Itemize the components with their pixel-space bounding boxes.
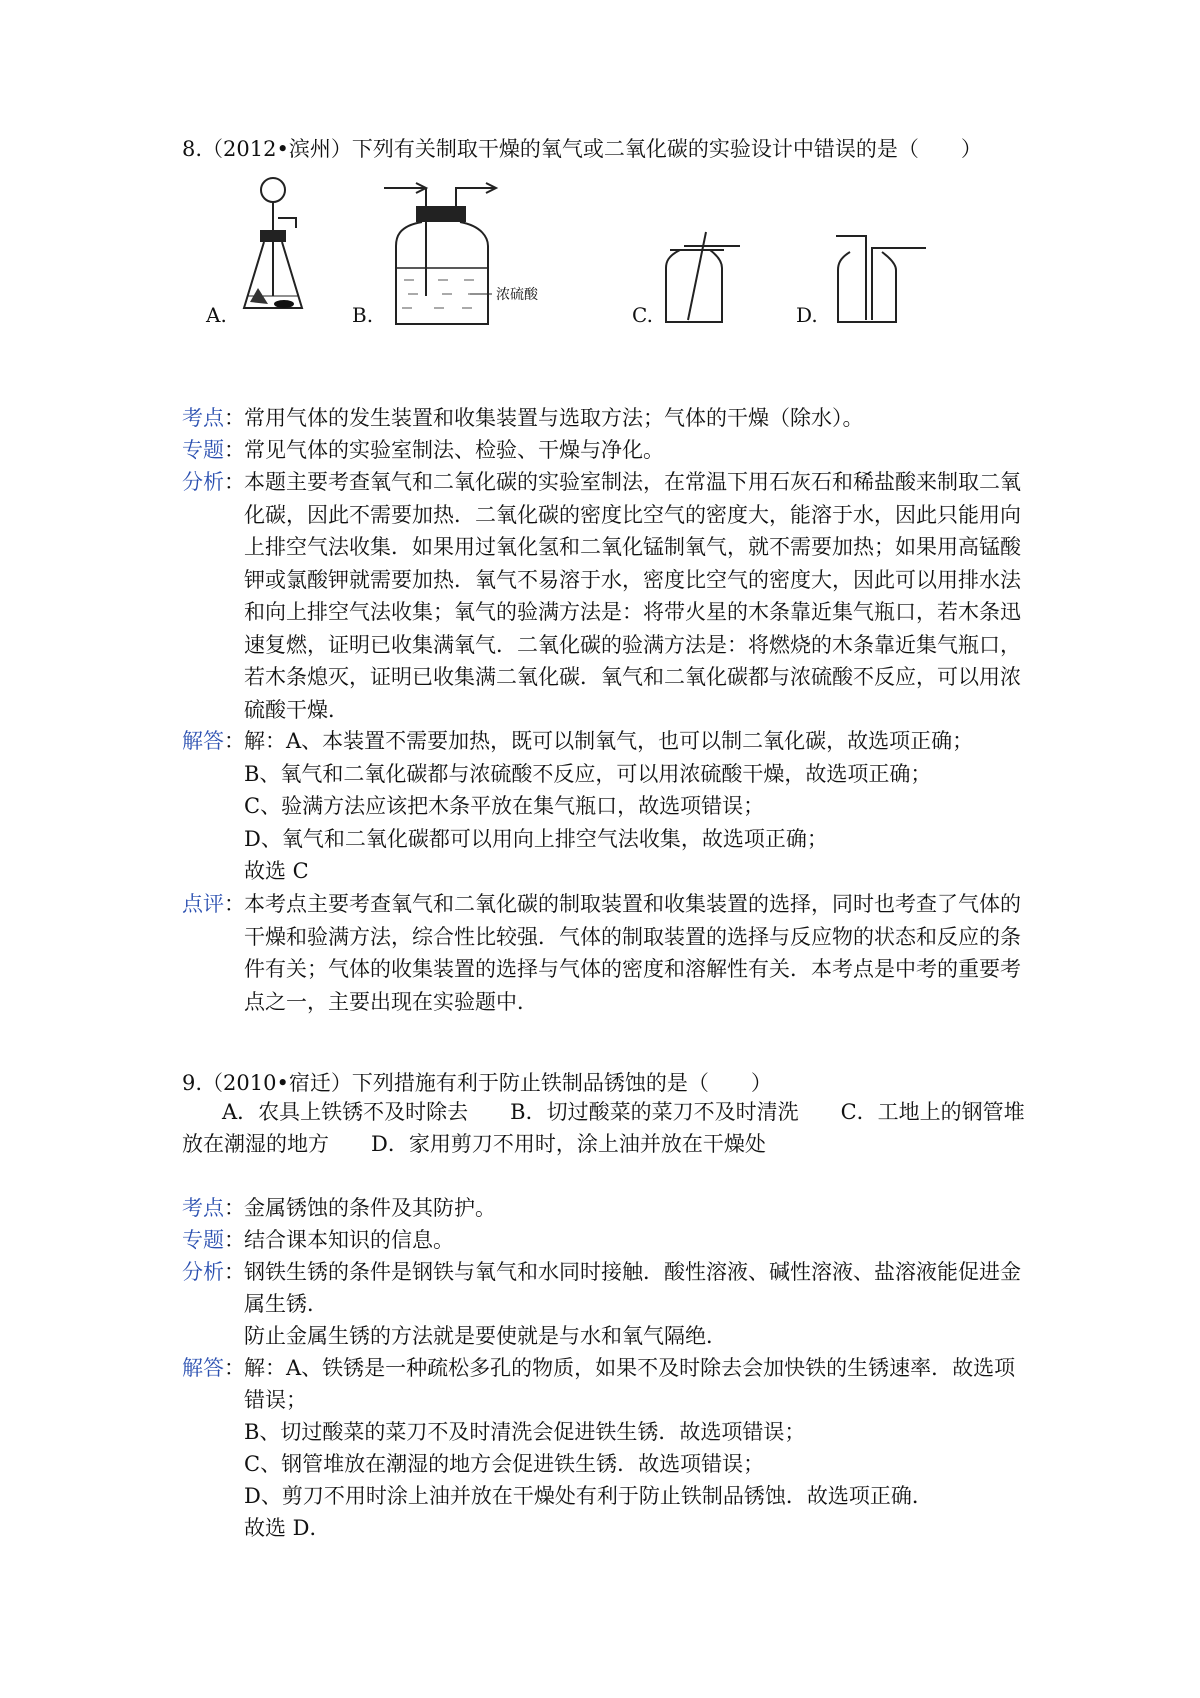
q8-kaodian: [182, 402, 1042, 434]
jieda-line: D、氧气和二氧化碳都可以用向上排空气法收集，故选项正确；: [244, 826, 828, 851]
fenxi-line: 化碳，因此不需要加热．二氧化碳的密度比空气的密度大，能溶于水，因此只能用向: [244, 502, 1021, 527]
figure-a-label: A.: [206, 303, 227, 327]
q8-fenxi: [182, 466, 1042, 726]
zhuanti-text: 常见气体的实验室制法、检验、干燥与净化。: [244, 438, 664, 462]
jieda-line: C、验满方法应该把木条平放在集气瓶口，故选项错误；: [244, 794, 765, 818]
dianping-label: 点评：: [182, 892, 245, 916]
figure-b-label: B.: [352, 303, 374, 327]
bottle-d-diagram: [832, 230, 932, 326]
wash-bottle-diagram: [378, 176, 528, 336]
fenxi-label: 分析：: [182, 1260, 245, 1284]
zhuanti-label: 专题：: [182, 1228, 245, 1252]
q9-zhuanti: [182, 1224, 1042, 1256]
zhuanti-label: 专题：: [182, 438, 245, 462]
figure-d-label: D.: [796, 303, 818, 327]
fenxi-line: 本题主要考查氧气和二氧化碳的实验室制法，在常温下用石灰石和稀盐酸来制取二氧: [244, 470, 1021, 494]
jieda-line: 错误；: [244, 1388, 307, 1412]
jieda-line: 解：A、铁锈是一种疏松多孔的物质，如果不及时除去会加快铁的生锈速率．故选项: [244, 1356, 1016, 1380]
jieda-line: D、剪刀不用时涂上油并放在干燥处有利于防止铁制品锈蚀．故选项正确．: [244, 1484, 933, 1508]
jieda-label: 解答：: [182, 729, 245, 753]
q9-stem: 9.（2010•宿迁）下列措施有利于防止铁制品锈蚀的是（ ）: [182, 1071, 772, 1095]
bottle-c-diagram: [662, 226, 742, 326]
q9-options-line-2: 放在潮湿的地方 D．家用剪刀不用时，涂上油并放在干燥处: [182, 1132, 766, 1156]
q8-dianping: [182, 888, 1042, 1018]
figure-b-wash-bottle: [352, 176, 538, 340]
jieda-line: 故选 D．: [244, 1516, 331, 1540]
jieda-line: C、钢管堆放在潮湿的地方会促进铁生锈．故选项错误；: [244, 1452, 765, 1476]
zhuanti-text: 结合课本知识的信息。: [244, 1228, 454, 1252]
fenxi-line: 钢铁生锈的条件是钢铁与氧气和水同时接触．酸性溶液、碱性溶液、盐溶液能促进金: [244, 1260, 1021, 1284]
conc-sulfuric-acid-annotation: 浓硫酸: [496, 287, 538, 303]
kaodian-text: 金属锈蚀的条件及其防护。: [244, 1196, 496, 1220]
dianping-line: 干燥和验满方法，综合性比较强．气体的制取装置的选择与反应物的状态和反应的条: [244, 924, 1021, 949]
q9-kaodian: [182, 1192, 1042, 1224]
kaodian-text: 常用气体的发生装置和收集装置与选取方法；气体的干燥（除水）。: [244, 406, 864, 430]
fenxi-line: 若木条熄灭，证明已收集满二氧化碳．氧气和二氧化碳都与浓硫酸不反应，可以用浓: [244, 665, 1021, 689]
dianping-line: 本考点主要考查氧气和二氧化碳的制取装置和收集装置的选择，同时也考查了气体的: [244, 892, 1021, 916]
figure-c-gas-bottle: [632, 226, 742, 330]
q9-options-line-1: A．农具上铁锈不及时除去 B．切过酸菜的菜刀不及时清洗 C．工地上的钢管堆: [222, 1100, 1025, 1124]
fenxi-line: 硫酸干燥．: [244, 697, 349, 722]
kaodian-label: 考点：: [182, 406, 245, 430]
fenxi-line: 防止金属生锈的方法就是要使就是与水和氧气隔绝．: [244, 1324, 727, 1348]
fenxi-line: 钾或氯酸钾就需要加热．氧气不易溶于水，密度比空气的密度大，因此可以用排水法: [244, 567, 1021, 592]
dianping-line: 件有关；气体的收集装置的选择与气体的密度和溶解性有关．本考点是中考的重要考: [244, 957, 1021, 981]
fenxi-line: 上排空气法收集．如果用过氧化氢和二氧化锰制氧气，就不需要加热；如果用高锰酸: [244, 535, 1021, 559]
fenxi-label: 分析：: [182, 470, 245, 494]
jieda-label: 解答：: [182, 1356, 245, 1380]
figure-c-label: C.: [632, 303, 653, 327]
q8-zhuanti: [182, 434, 1042, 466]
dianping-line: 点之一，主要出现在实验题中．: [244, 989, 538, 1014]
fenxi-line: 和向上排空气法收集；氧气的验满方法是：将带火星的木条靠近集气瓶口，若木条迅: [244, 600, 1021, 624]
flask-apparatus-diagram: [238, 176, 328, 326]
jieda-line: 故选 C: [244, 859, 309, 883]
figure-a-flask: [206, 176, 328, 330]
jieda-line: B、氧气和二氧化碳都与浓硫酸不反应，可以用浓硫酸干燥，故选项正确；: [244, 761, 932, 786]
kaodian-label: 考点：: [182, 1196, 245, 1220]
fenxi-line: 属生锈．: [244, 1292, 328, 1316]
figure-d-gas-bottle: [796, 230, 932, 330]
q9-fenxi: [182, 1256, 1042, 1352]
q9-jieda: [182, 1352, 1042, 1544]
jieda-line: B、切过酸菜的菜刀不及时清洗会促进铁生锈．故选项错误；: [244, 1420, 806, 1444]
q8-jieda: [182, 725, 1042, 888]
q8-stem: 8.（2012•滨州）下列有关制取干燥的氧气或二氧化碳的实验设计中错误的是（ ）: [182, 137, 982, 161]
jieda-line: 解：A、本装置不需要加热，既可以制氧气，也可以制二氧化碳，故选项正确；: [244, 729, 974, 753]
fenxi-line: 速复燃，证明已收集满氧气．二氧化碳的验满方法是：将燃烧的木条靠近集气瓶口，: [244, 632, 1021, 657]
